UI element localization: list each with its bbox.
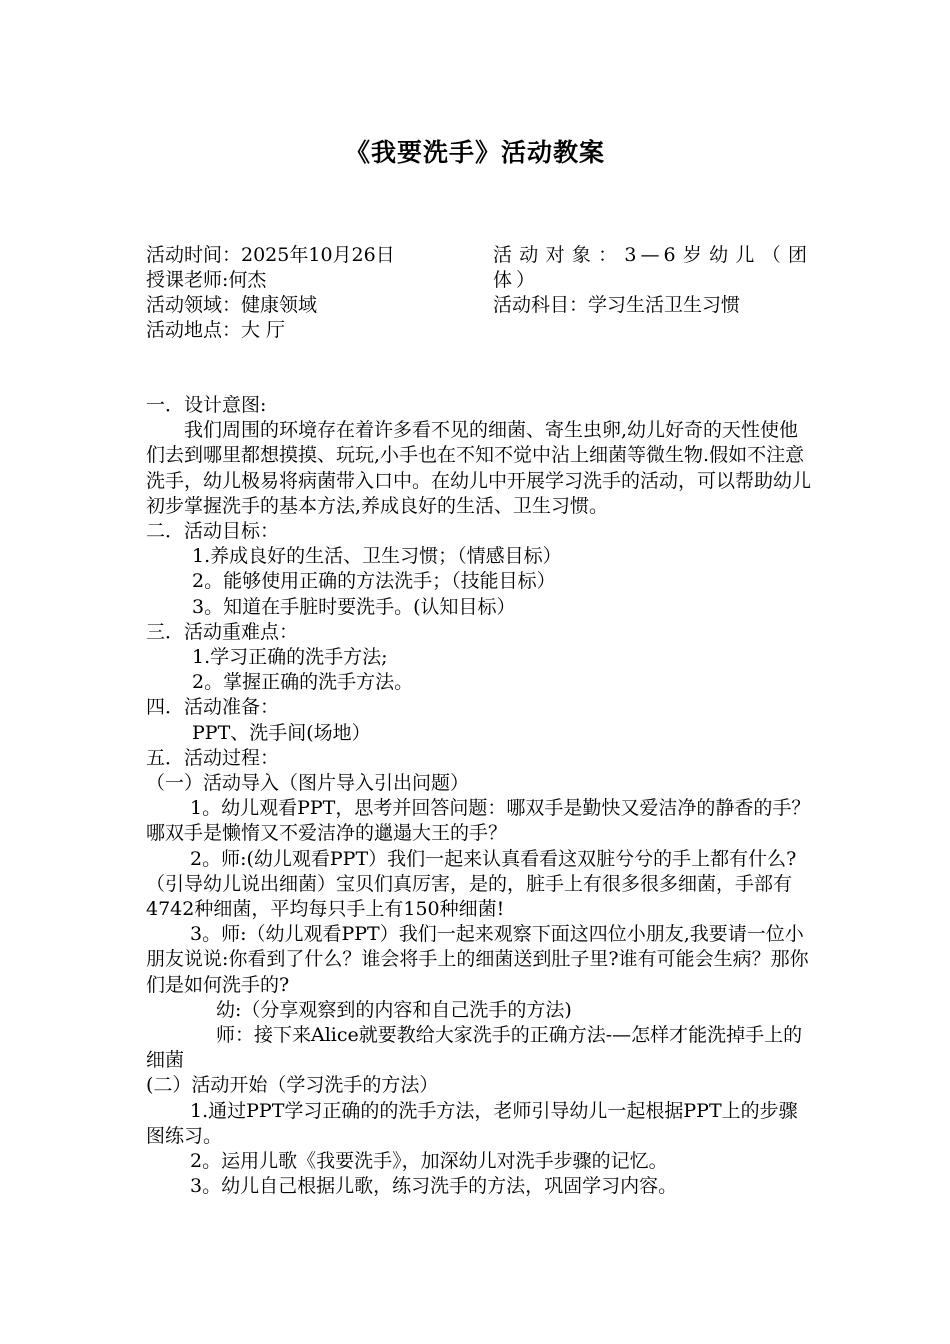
info-domain: 活动领域：健康领域 — [146, 294, 318, 316]
list-item: PPT、洗手间(场地） — [192, 721, 371, 744]
list-item: 2。能够使用正确的方法洗手；（技能目标） — [192, 570, 556, 593]
list-item: 2。掌握正确的洗手方法。 — [192, 671, 414, 694]
page-title: 《我要洗手》活动教案 — [344, 138, 605, 167]
section-heading: 四．活动准备： — [146, 696, 280, 719]
info-teacher: 授课老师:何杰 — [146, 269, 267, 291]
section-heading: 五．活动过程： — [146, 746, 280, 769]
dialogue-line: 师：接下来Alice就要教给大家洗手的正确方法-—怎样才能洗掉手上的细菌 — [146, 1024, 803, 1072]
section-heading: 二．活动目标： — [146, 520, 280, 543]
dialogue-line: 幼:（分享观察到的内容和自己洗手的方法) — [216, 998, 572, 1021]
paragraph: 1.通过PPT学习正确的的洗手方法，老师引导幼儿一起根据PPT上的步骤图练习。 — [146, 1099, 798, 1147]
info-time: 活动时间：2025年10月26日 — [146, 244, 395, 266]
section-heading: 一．设计意图: — [146, 394, 267, 416]
paragraph: 1。幼儿观看PPT，思考并回答问题：哪双手是勤快又爱洁净的静香的手？哪双手是懒惰又不爱洁净的邋遢大王的手？ — [146, 797, 811, 845]
list-item: 1.养成良好的生活、卫生习惯；（情感目标） — [192, 545, 562, 568]
info-location: 活动地点：大 厅 — [146, 319, 286, 341]
section-heading: 三．活动重难点： — [146, 620, 299, 643]
list-item: 3。知道在手脏时要洗手。(认知目标） — [192, 595, 516, 618]
document-body — [146, 393, 811, 1200]
paragraph: 我们周围的环境存在着许多看不见的细菌、寄生虫卵,幼儿好奇的天性使他们去到哪里都想摸摸、玩玩,小手也在不知不觉中沾上细菌等微生物.假如不注意洗手，幼儿极易将病菌带入口中。在幼儿中开展学习洗手的活动，可以帮助幼儿初步掌握洗手的基本方法,养成良好的生活、卫生习惯。 — [146, 419, 812, 517]
list-item: 1.学习正确的洗手方法; — [192, 646, 388, 669]
info-target: 活动对象：3—6岁幼儿（团体） — [493, 244, 811, 291]
paragraph: 2。运用儿歌《我要洗手》，加深幼儿对洗手步骤的记忆。 — [190, 1150, 668, 1173]
info-subject: 活动科目：学习生活卫生习惯 — [493, 294, 741, 316]
paragraph: 3。幼儿自己根据儿歌，练习洗手的方法，巩固学习内容。 — [190, 1175, 678, 1198]
paragraph: 3。师:（幼儿观看PPT）我们一起来观察下面这四位小朋友,我要请一位小朋友说说:你看到了什么？谁会将手上的细菌送到肚子里?谁有可能会生病？那你们是如何洗手的? — [146, 923, 809, 996]
subsection-heading: (二）活动开始（学习洗手的方法） — [146, 1074, 439, 1097]
subsection-heading: （一）活动导入（图片导入引出问题） — [146, 772, 470, 795]
paragraph: 2。师:(幼儿观看PPT）我们一起来认真看看这双脏兮兮的手上都有什么?（引导幼儿说出细菌）宝贝们真厉害，是的，脏手上有很多很多细菌，手部有4742种细菌，平均每只手上有150种细菌! — [146, 847, 797, 921]
